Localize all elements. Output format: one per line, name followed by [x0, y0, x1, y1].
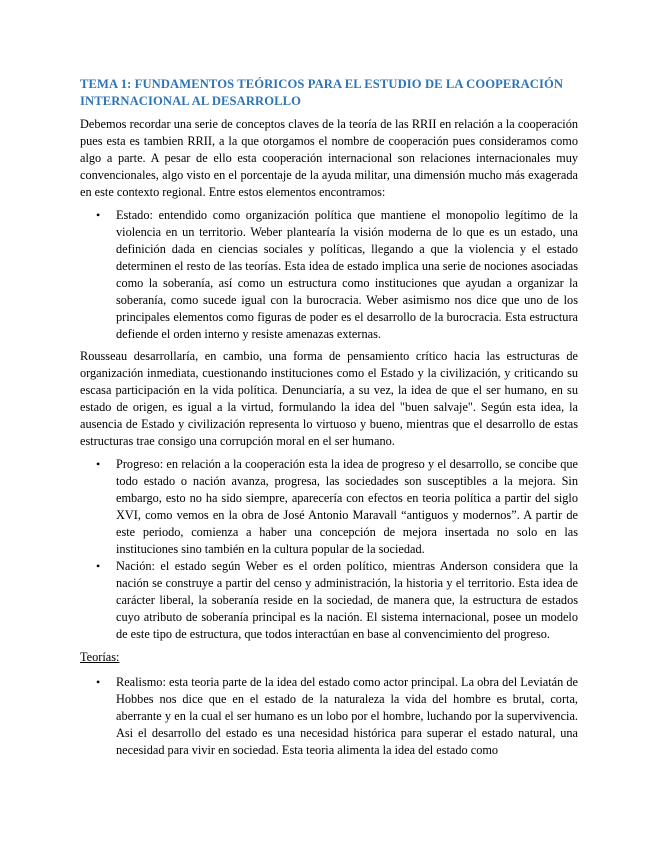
- bullet-icon: •: [96, 208, 101, 222]
- bullet-list-theories: [80, 674, 578, 759]
- list-item-text: Progreso: en relación a la cooperación esta la idea de progreso y el desarrollo, se concibe que todo estado o nación avanza, progresa, las sociedades son susceptibles a la mejora. Sin embargo, esto no ha sido siempre, aparecería con efectos en teoria política a partir del siglo XVI, como vemos en la obra de José Antonio Maravall “antiguos y modernos”. A partir de este periodo, comienza a haber una concepción de mejora insertada no solo en las instituciones sino también en la cultura popular de la sociedad.: [116, 457, 578, 556]
- list-item-text: Nación: el estado según Weber es el orden político, mientras Anderson considera que la nación se construye a partir del censo y administración, la historia y el territorio. Esta idea de carácter liberal, la soberanía reside en la sociedad, de manera que, la estructura de estados cuyo atributo de soberanía principal es la nación. El sistema internacional, posee un modelo de este tipo de estructura, que todos interactúan en base al convencimiento del progreso.: [116, 559, 578, 641]
- bullet-icon: •: [96, 675, 101, 689]
- bullet-icon: •: [96, 457, 101, 471]
- intro-paragraph: Debemos recordar una serie de conceptos claves de la teoría de las RRII en relación a la cooperación pues esta es tambien RRII, a la que otorgamos el nombre de cooperación pues consideramos como algo a parte. A pesar de ello esta cooperación internacional son relaciones internacionales muy convencionales, algo visto en el porcentaje de la ayuda militar, una dimensión mucho más exagerada en este contexto regional. Entre estos elementos encontramos:: [80, 117, 578, 199]
- list-item-progreso: [80, 456, 578, 558]
- theories-heading: Teorías:: [80, 650, 120, 664]
- bullet-list-concepts: [80, 207, 578, 343]
- bullet-list-ideas: [80, 456, 578, 643]
- list-item-estado: [80, 207, 578, 343]
- list-item-realismo: [80, 674, 578, 759]
- rousseau-paragraph: Rousseau desarrollaría, en cambio, una forma de pensamiento crítico hacia las estructuras de organización inmediata, cuestionando instituciones como el Estado y la civilización, y criticando su escasa participación en la vida política. Denunciaría, a su vez, la idea de que el ser humano, en su estado de origen, es igual a la virtud, formulando la idea del "buen salvaje". Según esta idea, la ausencia de Estado y civilización representa lo virtuoso y bueno, mientras que el desarrollo de estas estructuras trae consigo una corrupción moral en el ser humano.: [80, 349, 578, 448]
- list-item-text: Estado: entendido como organización política que mantiene el monopolio legítimo de la violencia en un territorio. Weber plantearía la visión moderna de lo que es un estado, una definición dada en ciencias sociales y políticas, llegando a que la violencia y el estado determinen el resto de las teorías. Esta idea de estado implica una serie de nociones asociadas como la soberanía, así como un estructura como instituciones que ayudan a organizar la soberanía, como sucede igual con la burocracia. Weber asimismo nos dice que uno de los principales elementos como figuras de poder es el desarrollo de la burocracia. Esta estructura defiende el orden interno y resiste amenazas externas.: [116, 208, 578, 341]
- page-title: TEMA 1: FUNDAMENTOS TEÓRICOS PARA EL ESTUDIO DE LA COOPERACIÓN INTERNACIONAL AL DESARROLLO: [80, 77, 564, 108]
- bullet-icon: •: [96, 559, 101, 573]
- list-item-nacion: [80, 558, 578, 643]
- list-item-text: Realismo: esta teoria parte de la idea del estado como actor principal. La obra del Leviatán de Hobbes nos dice que en el estado de la naturaleza la vida del hombre es brutal, corta, aberrante y en la cual el ser humano es un lobo por el hombre, luchando por la supervivencia. Asi el desarrollo del estado es una necesidad histórica para superar el estado natural, una necesidad para vivir en sociedad. Esta teoria alimenta la idea del estado como: [116, 675, 578, 757]
